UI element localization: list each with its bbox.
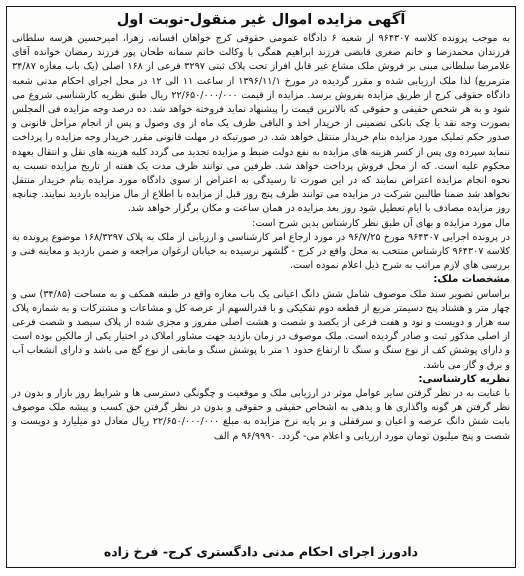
specs-paragraph: براساس تصویر سند ملک موصوف شامل شش دانگ اعیانی یک باب مغازه واقع در طبقه همکف و به مساحت (۳۴/۸۵) سی و چهار متر و هشتاد پنج دسیمتر مربع از قطعه دوم تفکیکی و با قدرالسهم از عرصه کل و مشاعات و مشترکات و به شماره پلاک سه هزار و دویست و نود و هفت فرعی از یکصد و شصت و هشت اصلی مفروز و مجزی شده از پلاک سیصد و شصت فرعی از اصلی مذکور ثبت و صادر گردیده است. ملک موصوف در زمان بازدید جهت مشاور املاک در اختیار یکی از مالکین بوده است و دارای پوشش کف از نوع سنگ و سنگ تا ارتفاع حدود ۱ متر با پوشش سنگ و مابقی از نوع گچ می باشد و دارای انشعاب آب و برق و گاز می باشد. — [12, 288, 511, 371]
opinion-paragraph: با عنایت به در نظر گرفتن سایر عوامل موثر در ارزیابی ملک و موقعیت و چگونگی دسترسی ها و شرایط روز بازار و بدون در نظر گرفتن هر گونه واگذاری ها و بدهی به اشخاص حقیقی و حقوقی و بدون در نظر گرفتن حق کسب و پیشه ملک موصوف بابت شش دانگ عرصه و اعیان و سرقفلی و بر پایه نرخ مزایده به مبلغ ۲۲/۶۵۰/۰۰۰/۰۰۰ ریال معادل دو میلیارد و دویست و شصت و پنج میلیون تومان مورد ارزیابی و اعلام می- گردد. ۹۶/۹۹۹۰ م الف — [12, 388, 510, 442]
specs-heading: مشخصات ملک: — [433, 274, 510, 286]
notice-title: آگهی مزایده اموال غیر منقول-نوبت اول — [116, 12, 406, 28]
opinion-heading: نظریه کارشناسی: — [418, 373, 510, 385]
notice-body — [7, 32, 515, 444]
intro-paragraph: به موجب پرونده کلاسه ۹۶۴۳۰۷ از شعبه ۶ دادگاه عمومی حقوقی کرج خواهان افسانه، زهرا، امیرحسین هرسه سلطانی فرزندان محمدرضا و خانم صغری قابضی فرزند ابراهیم همگی با وکالت خانم سمانه طحان پور فرزند رمضان خوانده آقای غلامرضا سلطانی مبنی بر فروش ملک مشاع غیر قابل افراز تحت پلاک ثبتی ۳۲۹۷ فرعی از ۱۶۸ اصلی (یک باب مغازه ۳۴/۸۷ مترمربع) لذا ملک ارزیابی شده و مقرر گردیده در مورخ ۱۳۹۶/۱۱/۱ از ساعت ۱۱ الی ۱۲ در محل اجرای احکام مدنی شعبه دادگاه حقوقی کرج از طریق مزایده بفروش برسد. مزایده از قیمت ۲۲/۶۵۰/۰۰۰/۰۰۰ ریال طبق نظریه کارشناسی شروع می شود و به هر شخص حقیقی و حقوقی که بالاترین قیمت را پیشنهاد نماید فروخته خواهد شد. ده درصد وجه مزایده فی المجلس بصورت وجه نقد یا چک بانکی تضمینی از خریدار اخذ و الباقی ظرف یک ماه از وی وصول و پس از انجام مراحل قانونی و صدور حکم تملیک مورد مزایده بنام خریدار منتقل خواهد شد. در صورتیکه در مهلت قانونی مقرر خریدار وجه مزایده را پرداخت ننماید سپرده وی پس از کسر هزینه های مزایده به نفع دولت ضبط و مزایده تجدید می گردد کلیه هزینه های نقل و انتقال بعهده محکوم علیه است. که از محل فروش پرداخت خواهد شد. طرفین می توانند ظرف مدت یک هفته از تاریخ مزایده نسبت به نحوه انجام مزایده اعتراض نمایند که در این صورت تا رسیدگی به اعتراض از سوی دادگاه مورد مزایده بنام خریدار منتقل نخواهد شد ضمنا طالبین شرکت در مزایده می توانند ظرف پنج روز قبل از مزایده با اطلاع از مال مزایده بازدید نمایند. چنانچه روز مزایده مصادف با ایام تعطیل شود روز بعد مزایده در همان ساعت و مکان برگزار خواهد شد. — [12, 33, 511, 215]
property-line: مال مورد مزایده و بهای آن طبق نظر کارشناس بدین شرح است: — [252, 217, 510, 229]
auction-notice — [6, 6, 516, 568]
expert-paragraph: در پرونده اجرایی ۹۶۴۳۰۷ مورخ ۹۶/۷/۲۵ در مورد ارجاع امر کارشناسی و ارزیابی از ملک به پلاک ۱۶۸/۳۲۹۷ موضوع پرونده به کلاسه ۹۶۴۳۰۷ کارشناس منتخب به محل واقع در کرج - گلشهر نرسیده به خیابان ارغوان مراجعه و ضمن بازدید و معاینه فنی و بررسی های لازم مراتب به شرح ذیل اعلام نموده است. — [12, 231, 510, 272]
signature-line: دادورز اجرای احکام مدنی دادگستری کرج- فرخ زاده — [103, 544, 419, 559]
